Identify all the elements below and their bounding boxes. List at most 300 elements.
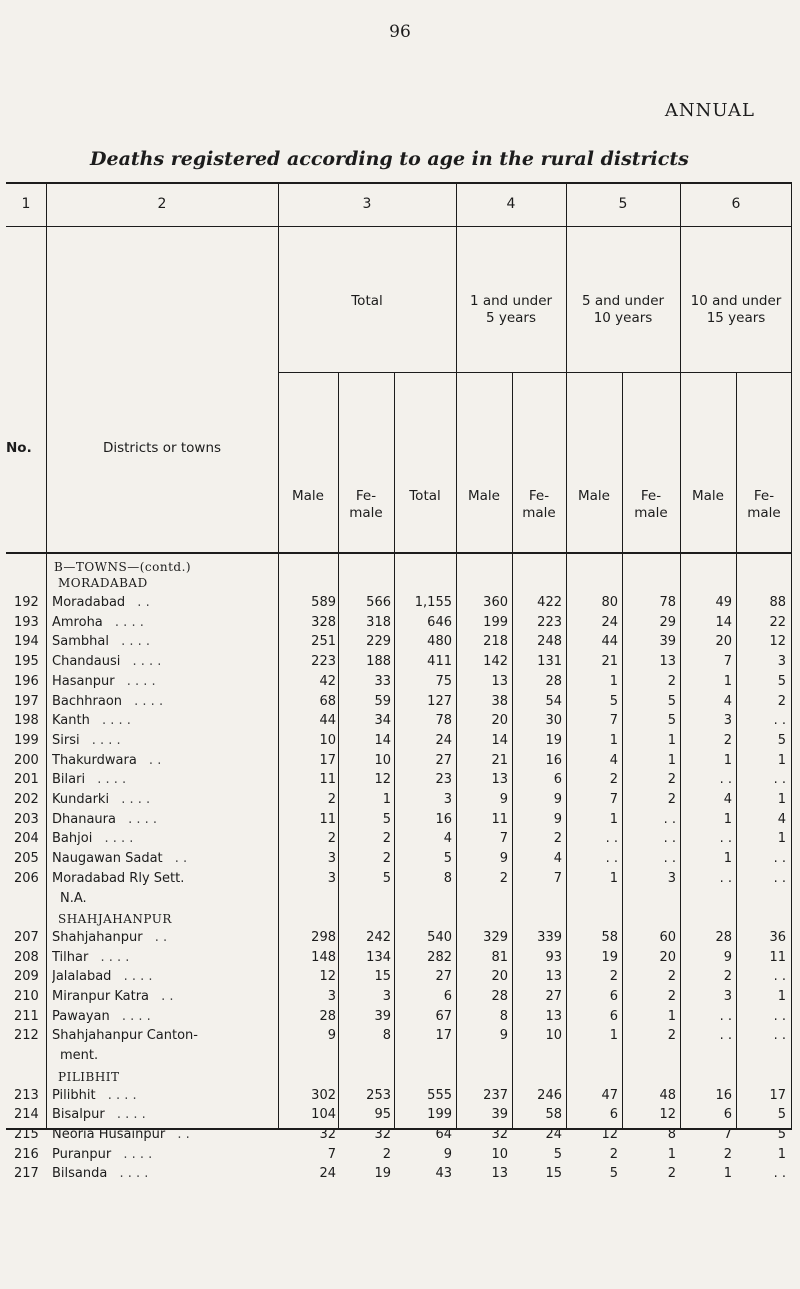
district-name: Bahjoi . . . . <box>52 831 134 847</box>
table-cell: 1 <box>723 752 732 768</box>
district-name: Pawayan . . . . <box>52 1008 151 1024</box>
table-cell: 13 <box>491 772 508 788</box>
group-header-total: Total <box>351 293 383 309</box>
table-cell: 12 <box>769 634 786 650</box>
row-number: 211 <box>14 1008 39 1024</box>
table-cell: . . <box>719 772 732 788</box>
table-cell: 20 <box>491 713 508 729</box>
table-cell: 39 <box>659 634 676 650</box>
column-number: 2 <box>157 196 167 212</box>
table-cell: 5 <box>609 693 618 709</box>
table-cell: 5 <box>777 1126 786 1142</box>
table-cell: 5 <box>667 693 676 709</box>
table-cell: . . <box>773 1028 786 1044</box>
table-cell: 8 <box>667 1126 676 1142</box>
table-cell: 59 <box>374 693 391 709</box>
table-cell: 1 <box>609 870 618 886</box>
row-number: 210 <box>14 989 39 1004</box>
district-name: Bilsanda . . . . <box>52 1166 149 1182</box>
table-cell: 8 <box>382 1028 391 1044</box>
row-number: 193 <box>14 614 39 630</box>
table-cell: 360 <box>483 595 508 610</box>
district-name: Kundarki . . . . <box>52 792 151 807</box>
row-number: 204 <box>14 831 39 847</box>
district-name: Bisalpur . . . . <box>52 1107 146 1123</box>
table-cell: 298 <box>311 929 336 945</box>
table-cell: 131 <box>537 654 562 670</box>
table-cell: 32 <box>374 1126 391 1142</box>
table-cell: 6 <box>443 989 452 1004</box>
table-cell: 2 <box>667 1028 676 1044</box>
table-cell: 134 <box>366 949 391 965</box>
table-cell: 44 <box>601 634 618 650</box>
table-cell: 2 <box>609 1146 618 1162</box>
table-cell: 3 <box>327 851 336 867</box>
table-cell: 21 <box>601 654 618 670</box>
table-cell: 2 <box>609 772 618 788</box>
table-cell: 1 <box>609 811 618 827</box>
table-cell: 127 <box>427 693 452 709</box>
table-cell: 14 <box>374 732 391 748</box>
column-number: 6 <box>731 196 741 212</box>
district-heading-moradabad: MORADABAD <box>58 576 148 590</box>
table-cell: 2 <box>667 673 676 689</box>
table-cell: 2 <box>723 1146 732 1162</box>
table-cell: 22 <box>769 614 786 630</box>
table-cell: . . <box>773 870 786 886</box>
table-cell: 223 <box>537 614 562 630</box>
table-cell: 218 <box>483 634 508 650</box>
table-cell: 9 <box>499 1028 508 1044</box>
subheader-total: Total <box>409 488 441 504</box>
table-cell: 13 <box>491 1166 508 1182</box>
table-cell: . . <box>719 831 732 847</box>
district-name: Pilibhit . . . . <box>52 1087 137 1103</box>
table-cell: 5 <box>382 870 391 886</box>
column-rule <box>46 182 47 1128</box>
table-cell: 24 <box>319 1166 336 1182</box>
table-cell: 1 <box>777 752 786 768</box>
district-name: Hasanpur . . . . <box>52 673 156 689</box>
table-cell: 38 <box>491 693 508 709</box>
table-cell: 1 <box>609 732 618 748</box>
table-cell: 3 <box>443 792 452 807</box>
table-cell: 20 <box>491 969 508 985</box>
table-cell: 7 <box>553 870 562 886</box>
table-cell: 1,155 <box>414 595 452 610</box>
table-cell: 67 <box>435 1008 452 1024</box>
section-heading: B—TOWNS—(contd.) <box>54 560 192 574</box>
district-name: Bilari . . . . <box>52 772 127 788</box>
table-cell: 4 <box>777 811 786 827</box>
table-cell: 1 <box>777 831 786 847</box>
table-cell: 19 <box>545 732 562 748</box>
table-cell: 1 <box>667 1146 676 1162</box>
table-cell: . . <box>663 831 676 847</box>
table-cell: 1 <box>723 851 732 867</box>
table-cell: 13 <box>545 969 562 985</box>
district-name-continued: ment. <box>60 1048 99 1064</box>
table-cell: 2 <box>327 831 336 847</box>
subheader-male: Male <box>292 488 324 504</box>
table-cell: 2 <box>609 969 618 985</box>
column-number: 1 <box>21 196 31 212</box>
table-cell: . . <box>773 713 786 729</box>
district-name: Kanth . . . . <box>52 713 131 729</box>
table-cell: 7 <box>723 654 732 670</box>
table-cell: 24 <box>545 1126 562 1142</box>
table-cell: 10 <box>491 1146 508 1162</box>
table-cell: 10 <box>545 1028 562 1044</box>
table-cell: 1 <box>667 752 676 768</box>
table-cell: 39 <box>491 1107 508 1123</box>
table-cell: 32 <box>319 1126 336 1142</box>
row-number: 207 <box>14 929 39 945</box>
table-cell: 12 <box>374 772 391 788</box>
table-cell: 78 <box>659 595 676 610</box>
subheader-female: Fe- male <box>349 488 383 521</box>
table-cell: 13 <box>491 673 508 689</box>
table-cell: 2 <box>667 772 676 788</box>
table-cell: 328 <box>311 614 336 630</box>
table-cell: 251 <box>311 634 336 650</box>
table-cell: . . <box>773 969 786 985</box>
subheader-female: Fe- male <box>634 488 668 521</box>
table-cell: 24 <box>435 732 452 748</box>
row-number: 214 <box>14 1107 39 1123</box>
row-number: 201 <box>14 772 39 788</box>
table-cell: 75 <box>435 673 452 689</box>
table-cell: 282 <box>427 949 452 965</box>
table-cell: 248 <box>537 634 562 650</box>
table-cell: 36 <box>769 929 786 945</box>
table-cell: 246 <box>537 1087 562 1103</box>
table-cell: 4 <box>553 851 562 867</box>
table-cell: . . <box>605 851 618 867</box>
table-cell: . . <box>663 811 676 827</box>
row-number: 203 <box>14 811 39 827</box>
table-cell: . . <box>773 851 786 867</box>
table-cell: 9 <box>499 792 508 807</box>
table-cell: 10 <box>374 752 391 768</box>
district-name: Dhanaura . . . . <box>52 811 158 827</box>
row-number: 213 <box>14 1087 39 1103</box>
table-cell: 589 <box>311 595 336 610</box>
table-cell: 1 <box>382 792 391 807</box>
table-cell: 229 <box>366 634 391 650</box>
table-cell: 11 <box>769 949 786 965</box>
district-name: Moradabad . . <box>52 595 150 610</box>
table-cell: 2 <box>667 969 676 985</box>
table-cell: 237 <box>483 1087 508 1103</box>
table-cell: 540 <box>427 929 452 945</box>
table-cell: 12 <box>601 1126 618 1142</box>
table-cell: 1 <box>777 792 786 807</box>
table-cell: 148 <box>311 949 336 965</box>
table-cell: . . <box>719 1008 732 1024</box>
table-cell: 3 <box>667 870 676 886</box>
group-header-g1: 1 and under 5 years <box>469 293 553 326</box>
table-cell: 4 <box>723 792 732 807</box>
table-cell: 95 <box>374 1107 391 1123</box>
table-cell: 411 <box>427 654 452 670</box>
table-cell: 2 <box>667 989 676 1004</box>
table-cell: 2 <box>723 969 732 985</box>
table-cell: 13 <box>659 654 676 670</box>
table-cell: 47 <box>601 1087 618 1103</box>
table-cell: 93 <box>545 949 562 965</box>
table-cell: 12 <box>659 1107 676 1123</box>
column-number-rule <box>6 226 792 227</box>
table-cell: 32 <box>491 1126 508 1142</box>
table-cell: 9 <box>553 792 562 807</box>
table-cell: 14 <box>491 732 508 748</box>
row-number: 192 <box>14 595 39 610</box>
table-cell: 242 <box>366 929 391 945</box>
running-head: ANNUAL <box>664 100 755 121</box>
table-cell: 2 <box>667 792 676 807</box>
table-cell: . . <box>663 851 676 867</box>
table-cell: 16 <box>545 752 562 768</box>
header-no: No. <box>6 440 32 456</box>
table-cell: . . <box>605 831 618 847</box>
table-cell: 2 <box>723 732 732 748</box>
subheader-female: Fe- male <box>747 488 781 521</box>
table-cell: 4 <box>609 752 618 768</box>
table-cell: 3 <box>327 989 336 1004</box>
table-cell: 64 <box>435 1126 452 1142</box>
district-name: Amroha . . . . <box>52 614 144 630</box>
table-cell: 15 <box>374 969 391 985</box>
table-cell: 28 <box>319 1008 336 1024</box>
table-cell: 6 <box>723 1107 732 1123</box>
table-title: Deaths registered according to age in the rural districts <box>90 148 689 170</box>
table-cell: 23 <box>435 772 452 788</box>
table-cell: 24 <box>601 614 618 630</box>
district-name: Shahjahanpur Canton- <box>52 1028 198 1044</box>
table-cell: 6 <box>609 1107 618 1123</box>
table-cell: 142 <box>483 654 508 670</box>
table-cell: 5 <box>382 811 391 827</box>
table-cell: 2 <box>327 792 336 807</box>
table-cell: 3 <box>777 654 786 670</box>
table-cell: 2 <box>382 851 391 867</box>
district-name: Miranpur Katra . . <box>52 989 174 1004</box>
table-cell: 11 <box>319 811 336 827</box>
row-number: 209 <box>14 969 39 985</box>
table-cell: 2 <box>667 1166 676 1182</box>
group-header-rule <box>278 372 792 373</box>
table-cell: 1 <box>609 1028 618 1044</box>
row-number: 197 <box>14 693 39 709</box>
table-cell: 2 <box>382 1146 391 1162</box>
table-cell: 2 <box>382 831 391 847</box>
table-cell: 17 <box>769 1087 786 1103</box>
table-cell: 188 <box>366 654 391 670</box>
table-cell: 27 <box>435 969 452 985</box>
table-cell: 33 <box>374 673 391 689</box>
table-cell: 5 <box>553 1146 562 1162</box>
row-number: 202 <box>14 792 39 807</box>
table-cell: 8 <box>443 870 452 886</box>
row-number: 195 <box>14 654 39 670</box>
table-cell: 11 <box>319 772 336 788</box>
district-name: Puranpur . . . . <box>52 1146 153 1162</box>
row-number: 215 <box>14 1126 39 1142</box>
table-cell: 7 <box>327 1146 336 1162</box>
table-cell: 17 <box>319 752 336 768</box>
table-cell: 1 <box>777 989 786 1004</box>
table-cell: . . <box>719 1028 732 1044</box>
table-cell: 88 <box>769 595 786 610</box>
district-name: Moradabad Rly Sett. <box>52 870 185 886</box>
table-cell: 480 <box>427 634 452 650</box>
table-cell: 199 <box>427 1107 452 1123</box>
table-cell: 9 <box>553 811 562 827</box>
table-cell: 1 <box>723 1166 732 1182</box>
table-cell: 78 <box>435 713 452 729</box>
table-cell: 5 <box>667 713 676 729</box>
column-number: 5 <box>618 196 628 212</box>
table-cell: 5 <box>777 1107 786 1123</box>
table-cell: 302 <box>311 1087 336 1103</box>
table-cell: 646 <box>427 614 452 630</box>
row-number: 212 <box>14 1028 39 1044</box>
district-name: Shahjahanpur . . <box>52 929 168 945</box>
district-name: Chandausi . . . . <box>52 654 162 670</box>
table-cell: 42 <box>319 673 336 689</box>
table-cell: 223 <box>311 654 336 670</box>
table-cell: 3 <box>327 870 336 886</box>
header-bottom-rule <box>6 552 792 554</box>
table-cell: 7 <box>609 713 618 729</box>
table-cell: 12 <box>319 969 336 985</box>
table-cell: . . <box>773 1008 786 1024</box>
table-cell: 5 <box>777 673 786 689</box>
table-cell: 2 <box>499 870 508 886</box>
district-name: Jalalabad . . . . <box>52 969 153 985</box>
table-cell: 17 <box>435 1028 452 1044</box>
district-name: Tilhar . . . . <box>52 949 130 965</box>
district-heading-shahjahanpur: SHAHJAHANPUR <box>58 912 172 927</box>
row-number: 199 <box>14 732 39 748</box>
table-cell: 15 <box>545 1166 562 1182</box>
district-name: Bachhraon . . . . <box>52 693 164 709</box>
table-cell: 58 <box>545 1107 562 1123</box>
table-cell: 3 <box>723 713 732 729</box>
table-cell: 6 <box>609 1008 618 1024</box>
district-name: Naugawan Sadat . . <box>52 851 188 867</box>
subheader-female: Fe- male <box>522 488 556 521</box>
table-cell: 60 <box>659 929 676 945</box>
district-name-continued: N.A. <box>60 890 87 906</box>
table-cell: . . <box>719 870 732 886</box>
column-number: 4 <box>506 196 516 212</box>
table-cell: 253 <box>366 1087 391 1103</box>
table-cell: 39 <box>374 1008 391 1024</box>
table-cell: 104 <box>311 1107 336 1123</box>
table-cell: 4 <box>723 693 732 709</box>
table-cell: 5 <box>777 732 786 748</box>
row-number: 208 <box>14 949 39 965</box>
district-name: Sambhal . . . . <box>52 634 151 650</box>
table-cell: 10 <box>319 732 336 748</box>
row-number: 206 <box>14 870 39 886</box>
table-cell: 81 <box>491 949 508 965</box>
table-cell: 9 <box>327 1028 336 1044</box>
table-cell: 19 <box>601 949 618 965</box>
table-cell: 199 <box>483 614 508 630</box>
table-top-rule <box>6 182 792 184</box>
table-cell: 7 <box>609 792 618 807</box>
table-cell: 5 <box>443 851 452 867</box>
table-cell: 80 <box>601 595 618 610</box>
table-cell: 1 <box>609 673 618 689</box>
table-cell: 44 <box>319 713 336 729</box>
group-header-g3: 10 and under 15 years <box>690 293 782 326</box>
subheader-male: Male <box>578 488 610 504</box>
row-number: 196 <box>14 673 39 689</box>
column-number: 3 <box>362 196 372 212</box>
table-cell: 29 <box>659 614 676 630</box>
table-cell: 27 <box>435 752 452 768</box>
table-cell: 9 <box>443 1146 452 1162</box>
table-cell: 1 <box>723 673 732 689</box>
row-number: 216 <box>14 1146 39 1162</box>
table-cell: 11 <box>491 811 508 827</box>
table-cell: . . <box>773 772 786 788</box>
table-cell: 21 <box>491 752 508 768</box>
row-number: 200 <box>14 752 39 768</box>
table-cell: 5 <box>609 1166 618 1182</box>
row-number: 198 <box>14 713 39 729</box>
table-cell: 566 <box>366 595 391 610</box>
district-heading-pilibhit: PILIBHIT <box>58 1069 120 1084</box>
table-cell: 34 <box>374 713 391 729</box>
table-cell: 49 <box>715 595 732 610</box>
table-cell: 329 <box>483 929 508 945</box>
row-number: 217 <box>14 1166 39 1182</box>
district-name: Thakurdwara . . <box>52 752 162 768</box>
page-number: 96 <box>389 22 411 42</box>
table-cell: 16 <box>435 811 452 827</box>
table-cell: 422 <box>537 595 562 610</box>
table-cell: 27 <box>545 989 562 1004</box>
table-cell: 7 <box>499 831 508 847</box>
table-cell: 43 <box>435 1166 452 1182</box>
table-cell: 1 <box>667 1008 676 1024</box>
row-number: 205 <box>14 851 39 867</box>
table-cell: 13 <box>545 1008 562 1024</box>
subheader-male: Male <box>468 488 500 504</box>
table-cell: 48 <box>659 1087 676 1103</box>
table-cell: 9 <box>499 851 508 867</box>
table-cell: 16 <box>715 1087 732 1103</box>
table-cell: 8 <box>499 1008 508 1024</box>
table-cell: 9 <box>723 949 732 965</box>
table-cell: 28 <box>545 673 562 689</box>
table-cell: 2 <box>553 831 562 847</box>
table-cell: 555 <box>427 1087 452 1103</box>
table-cell: 58 <box>601 929 618 945</box>
table-cell: 20 <box>715 634 732 650</box>
table-cell: 28 <box>715 929 732 945</box>
table-cell: 19 <box>374 1166 391 1182</box>
header-districts: Districts or towns <box>102 440 222 456</box>
table-cell: 1 <box>777 1146 786 1162</box>
table-cell: 54 <box>545 693 562 709</box>
table-cell: 6 <box>553 772 562 788</box>
